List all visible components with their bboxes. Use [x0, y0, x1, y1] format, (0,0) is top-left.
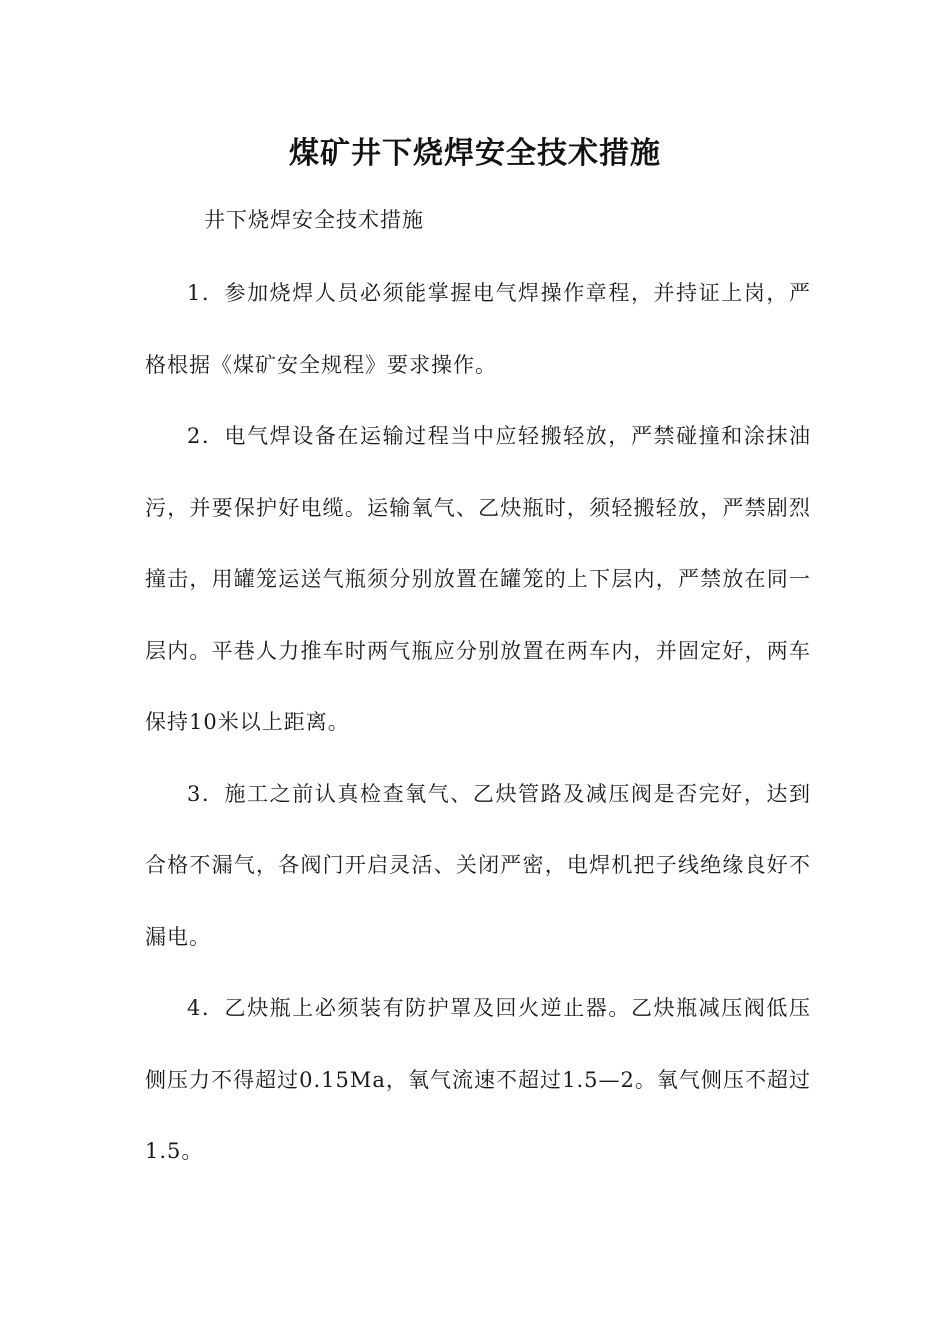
document-body [145, 258, 811, 1188]
document-title: 煤矿井下烧焊安全技术措施 [289, 136, 661, 171]
paragraph-2: 2．电气焊设备在运输过程当中应轻搬轻放，严禁碰撞和涂抹油污，并要保护好电缆。运输氧气、乙炔瓶时，须轻搬轻放，严禁剧烈撞击，用罐笼运送气瓶须分别放置在罐笼的上下层内，严禁放在同一层内。平巷人力推车时两气瓶应分别放置在两车内，并固定好，两车保持10米以上距离。 [145, 424, 811, 734]
document-subtitle: 井下烧焊安全技术措施 [204, 208, 424, 232]
paragraph-3: 3．施工之前认真检查氧气、乙炔管路及减压阀是否完好，达到合格不漏气，各阀门开启灵活、关闭严密，电焊机把子线绝缘良好不漏电。 [145, 781, 811, 949]
paragraph-1: 1．参加烧焊人员必须能掌握电气焊操作章程，并持证上岗，严格根据《煤矿安全规程》要求操作。 [145, 281, 811, 377]
paragraph-4: 4．乙炔瓶上必须装有防护罩及回火逆止器。乙炔瓶减压阀低压侧压力不得超过0.15Ma，氧气流速不超过1.5—2。氧气侧压不超过1.5。 [145, 996, 811, 1163]
